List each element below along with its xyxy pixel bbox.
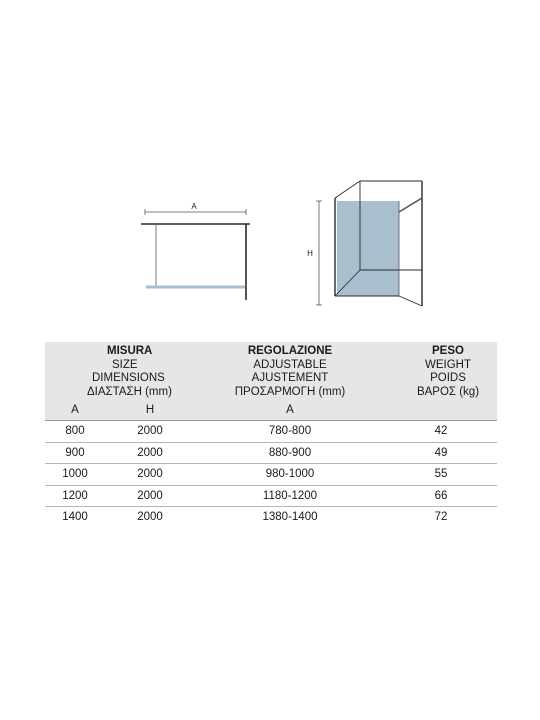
adjust-header-it: REGOLAZIONE bbox=[247, 345, 333, 357]
cell-adjust: 880-900 bbox=[195, 442, 385, 464]
subheader-a: A bbox=[45, 400, 105, 421]
cell-weight: 55 bbox=[385, 464, 497, 486]
table-row bbox=[45, 485, 497, 507]
cell-adjust: 1380-1400 bbox=[262, 511, 318, 524]
adjust-header-gr: ΠΡΟΣΑΡΜΟΓΗ (mm) bbox=[234, 385, 346, 398]
cell-a: 900 bbox=[45, 442, 105, 464]
cell-weight: 49 bbox=[385, 442, 497, 464]
table-row bbox=[45, 507, 497, 528]
table-row bbox=[45, 421, 497, 443]
cell-h: 2000 bbox=[105, 442, 195, 464]
weight-header-it: PESO bbox=[432, 345, 464, 357]
table-row bbox=[45, 442, 497, 464]
size-header-en: SIZE bbox=[112, 358, 138, 371]
adjust-header-fr: AJUSTEMENT bbox=[251, 372, 329, 384]
cell-h: 2000 bbox=[105, 485, 195, 507]
weight-header-fr: POIDS bbox=[430, 372, 466, 384]
table-header-row bbox=[45, 342, 497, 400]
plan-dimension-label: A bbox=[191, 202, 197, 211]
cell-weight: 72 bbox=[434, 511, 448, 524]
adjust-header bbox=[195, 342, 385, 400]
size-header bbox=[45, 342, 195, 400]
glass-panel bbox=[337, 201, 399, 296]
size-header-gr: ΔΙΑΣΤΑΣΗ (mm) bbox=[87, 385, 172, 398]
cell-weight: 66 bbox=[385, 485, 497, 507]
table-row bbox=[45, 464, 497, 486]
specifications-table bbox=[45, 342, 497, 528]
subheader-h: H bbox=[105, 400, 195, 421]
weight-header-en: WEIGHT bbox=[425, 358, 471, 371]
cell-weight: 42 bbox=[385, 421, 497, 443]
cell-adjust: 980-1000 bbox=[195, 464, 385, 486]
subheader-weight bbox=[385, 400, 497, 421]
elevation-view-diagram bbox=[307, 181, 422, 306]
cell-a: 1400 bbox=[62, 511, 88, 524]
floor-right-edge bbox=[399, 296, 422, 306]
cell-adjust: 1180-1200 bbox=[195, 485, 385, 507]
cell-a: 1000 bbox=[45, 464, 105, 486]
table-subheader-row bbox=[45, 400, 497, 421]
weight-header bbox=[385, 342, 497, 400]
cell-h: 2000 bbox=[105, 421, 195, 443]
cell-h: 2000 bbox=[137, 511, 163, 524]
size-header-it: MISURA bbox=[107, 345, 153, 357]
support-bar bbox=[399, 198, 422, 212]
cell-h: 2000 bbox=[105, 464, 195, 486]
elevation-dimension-label: H bbox=[307, 249, 313, 258]
cell-a: 800 bbox=[45, 421, 105, 443]
plan-view-diagram bbox=[141, 202, 250, 300]
weight-header-gr: ΒΑΡΟΣ (kg) bbox=[416, 385, 480, 398]
subheader-adjust: A bbox=[195, 400, 385, 421]
cell-a: 1200 bbox=[45, 485, 105, 507]
cell-adjust: 780-800 bbox=[195, 421, 385, 443]
ceiling-left-edge bbox=[335, 181, 360, 198]
adjust-header-en: ADJUSTABLE bbox=[253, 358, 327, 371]
product-drawings bbox=[0, 0, 540, 340]
size-header-fr: DIMENSIONS bbox=[92, 372, 165, 384]
